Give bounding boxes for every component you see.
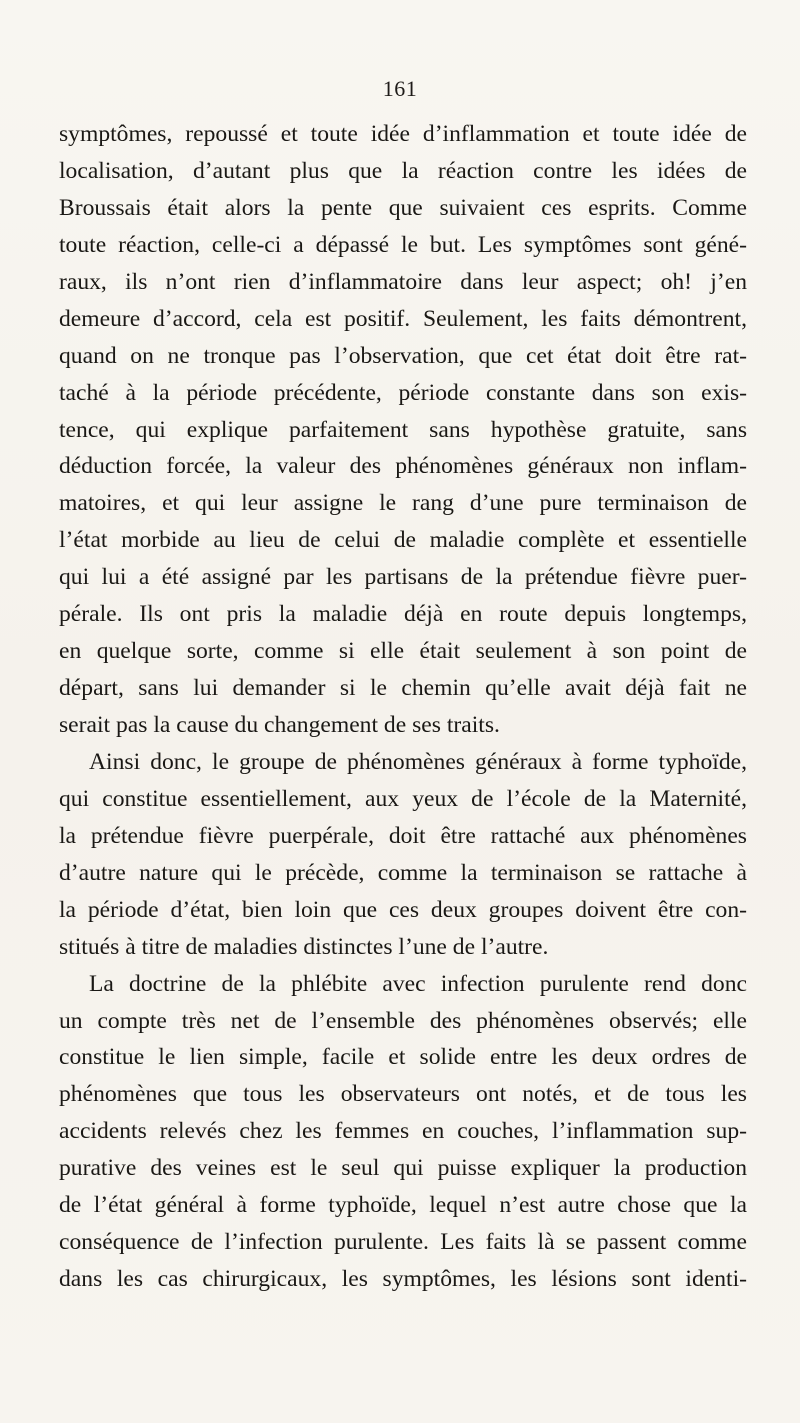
- text-line: toute réaction, celle-ci a dépassé le but. Les symptômes sont géné-: [59, 231, 747, 258]
- text-line: conséquence de l’infection purulente. Les faits là se passent comme: [59, 1229, 747, 1256]
- body-text: [59, 116, 747, 1298]
- text-line: départ, sans lui demander si le chemin qu’elle avait déjà fait ne: [59, 675, 747, 702]
- text-line: déduction forcée, la valeur des phénomènes généraux non inflam-: [59, 453, 747, 480]
- text-line: symptômes, repoussé et toute idée d’inflammation et toute idée de: [59, 121, 747, 147]
- page-number: 161: [382, 76, 418, 101]
- text-line: qui lui a été assigné par les partisans de la prétendue fièvre puer-: [59, 564, 747, 591]
- text-line: raux, ils n’ont rien d’inflammatoire dans leur aspect; oh! j’en: [59, 268, 747, 295]
- text-line: tence, qui explique parfaitement sans hypothèse gratuite, sans: [59, 416, 747, 443]
- text-line: purative des veines est le seul qui puisse expliquer la production: [59, 1155, 747, 1182]
- text-line: demeure d’accord, cela est positif. Seulement, les faits démontrent,: [59, 305, 747, 332]
- text-line: serait pas la cause du changement de ses traits.: [59, 712, 500, 738]
- text-line: phénomènes que tous les observateurs ont notés, et de tous les: [59, 1081, 747, 1108]
- text-line: pérale. Ils ont pris la maladie déjà en route depuis longtemps,: [59, 601, 747, 628]
- text-line: taché à la période précédente, période constante dans son exis-: [59, 379, 747, 406]
- text-line: localisation, d’autant plus que la réaction contre les idées de: [59, 157, 747, 184]
- text-line: l’état morbide au lieu de celui de maladie complète et essentielle: [59, 527, 747, 554]
- text-line: de l’état général à forme typhoïde, lequel n’est autre chose que la: [59, 1192, 747, 1219]
- text-line: en quelque sorte, comme si elle était seulement à son point de: [59, 638, 747, 665]
- text-line: La doctrine de la phlébite avec infection purulente rend donc: [89, 970, 747, 997]
- text-line: matoires, et qui leur assigne le rang d’une pure terminaison de: [59, 490, 747, 517]
- text-line: quand on ne tronque pas l’observation, que cet état doit être rat-: [59, 342, 747, 369]
- text-line: Ainsi donc, le groupe de phénomènes généraux à forme typhoïde,: [89, 748, 747, 775]
- text-line: un compte très net de l’ensemble des phénomènes observés; elle: [59, 1007, 747, 1034]
- text-line: la prétendue fièvre puerpérale, doit être rattaché aux phénomènes: [59, 822, 747, 849]
- text-line: la période d’état, bien loin que ces deux groupes doivent être con-: [59, 896, 747, 923]
- text-line: stitués à titre de maladies distinctes l’une de l’autre.: [59, 933, 549, 960]
- text-line: d’autre nature qui le précède, comme la terminaison se rattache à: [59, 859, 747, 886]
- text-line: dans les cas chirurgicaux, les symptômes, les lésions sont identi-: [59, 1266, 747, 1293]
- text-line: constitue le lien simple, facile et solide entre les deux ordres de: [59, 1044, 747, 1071]
- text-line: accidents relevés chez les femmes en couches, l’inflammation sup-: [59, 1118, 747, 1145]
- text-line: Broussais était alors la pente que suivaient ces esprits. Comme: [59, 194, 747, 221]
- text-line: qui constitue essentiellement, aux yeux de l’école de la Maternité,: [59, 785, 747, 812]
